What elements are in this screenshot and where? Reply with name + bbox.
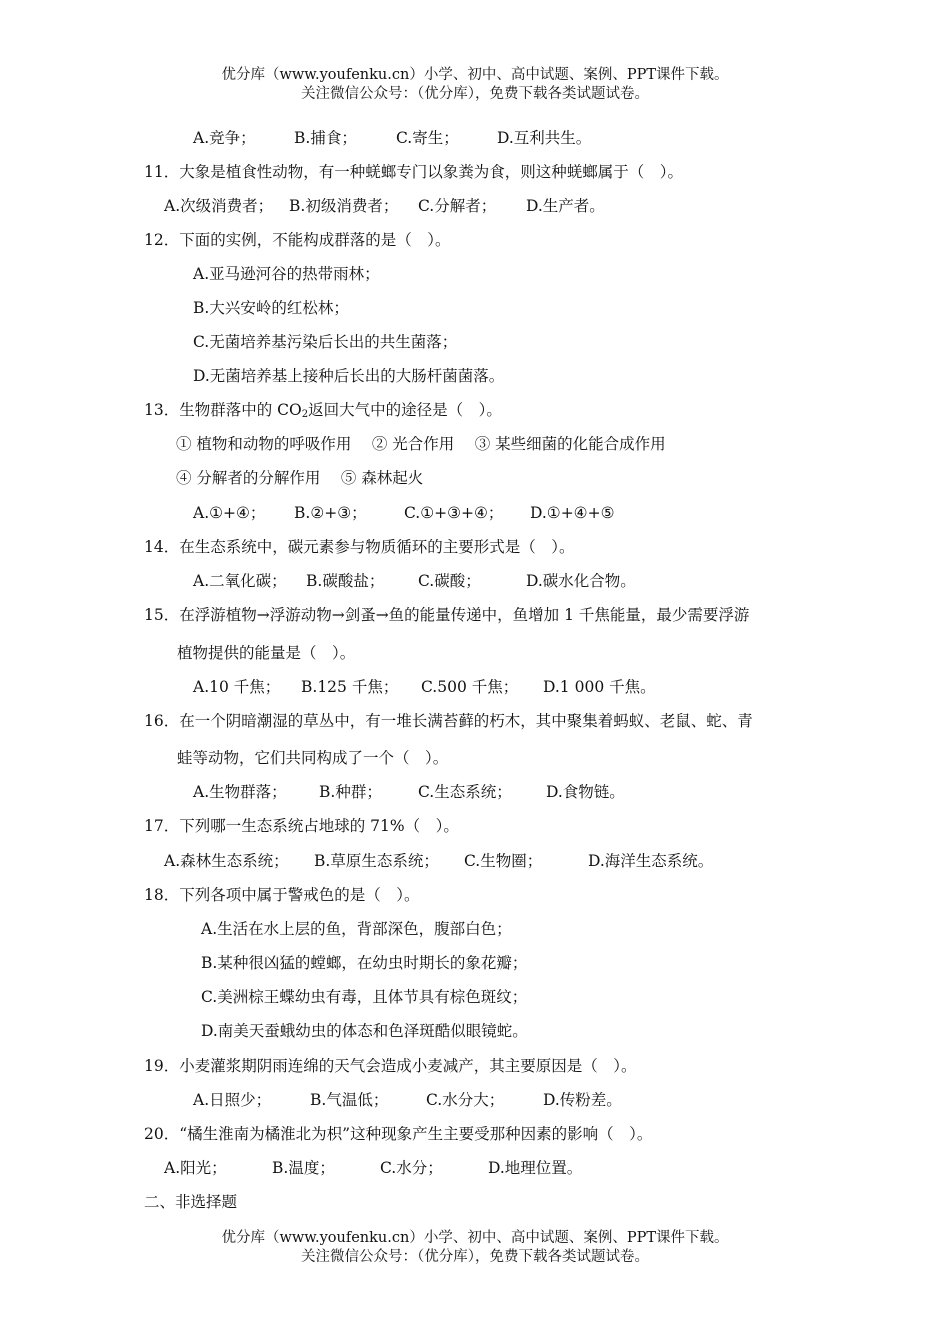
footer-line-1: 优分库（www.youfenku.cn）小学、初中、高中试题、案例、PPT课件下载。 — [221, 1230, 729, 1246]
q18-option-a: A.生活在水上层的鱼，背部深色，腹部白色； — [201, 920, 512, 938]
q17-stem: 17．下列哪一生态系统占地球的 71%（ ）。 — [144, 817, 459, 835]
q12-option-b: B.大兴安岭的红松林； — [193, 299, 349, 317]
q16-stem-line-1: 16．在一个阴暗潮湿的草丛中，有一堆长满苔藓的朽木，其中聚集着蚂蚁、老鼠、蛇、青 — [144, 712, 753, 730]
option-a: A.生物群落； — [193, 783, 287, 801]
q18-stem: 18．下列各项中属于警戒色的是（ ）。 — [144, 886, 420, 904]
option-a: A.阳光； — [164, 1159, 227, 1177]
option-b: B.气温低； — [310, 1091, 389, 1109]
option-a: A.二氧化碳； — [193, 572, 287, 590]
option-a: A.日照少； — [193, 1091, 272, 1109]
header-line-2: 关注微信公众号：（优分库），免费下载各类试题试卷。 — [301, 86, 649, 102]
option-c: C.生物圈； — [464, 852, 543, 870]
q20-stem: 20．“橘生淮南为橘淮北为枳”这种现象产生主要受那种因素的影响（ ）。 — [144, 1125, 653, 1143]
option-a: A.森林生态系统； — [164, 852, 289, 870]
q12-stem: 12．下面的实例，不能构成群落的是（ ）。 — [144, 231, 451, 249]
option-d: D.①+④+⑤ — [530, 504, 615, 522]
option-b: B.温度； — [272, 1159, 335, 1177]
option-d: D.海洋生态系统。 — [588, 852, 714, 870]
section-2-title: 二、非选择题 — [144, 1193, 238, 1211]
option-a: A.10 千焦； — [193, 678, 281, 696]
option-c: C.碳酸； — [418, 572, 481, 590]
option-b: B.捕食； — [294, 129, 357, 147]
q13-stem: 13．生物群落中的 $CO_2$返回大气中的途径是（ ）。 — [144, 401, 502, 420]
option-b: B.②+③； — [294, 504, 367, 522]
q14-stem: 14．在生态系统中，碳元素参与物质循环的主要形式是（ ）。 — [144, 538, 575, 556]
q12-option-d: D.无菌培养基上接种后长出的大肠杆菌菌落。 — [193, 367, 505, 385]
q13-items-line-1: ① 植物和动物的呼吸作用 ② 光合作用 ③ 某些细菌的化能合成作用 — [176, 435, 666, 453]
option-b: B.草原生态系统； — [314, 852, 439, 870]
option-a: A.竞争； — [193, 129, 256, 147]
option-d: D.碳水化合物。 — [526, 572, 636, 590]
q15-stem-line-1: 15．在浮游植物→浮游动物→剑蚤→鱼的能量传递中，鱼增加 1 千焦能量，最少需要浮游 — [144, 606, 750, 624]
q18-option-c: C.美洲棕王蝶幼虫有毒，且体节具有棕色斑纹； — [201, 988, 528, 1006]
q12-option-c: C.无菌培养基污染后长出的共生菌落； — [193, 333, 458, 351]
option-d: D.生产者。 — [526, 197, 605, 215]
option-a: A.①+④； — [193, 504, 266, 522]
option-c: C.分解者； — [418, 197, 497, 215]
option-b: B.初级消费者； — [289, 197, 399, 215]
q16-stem-line-2: 蛙等动物，它们共同构成了一个（ ）。 — [177, 749, 449, 767]
option-b: B.碳酸盐； — [306, 572, 385, 590]
q19-stem: 19．小麦灌浆期阴雨连绵的天气会造成小麦减产，其主要原因是（ ）。 — [144, 1057, 637, 1075]
option-c: C.500 千焦； — [421, 678, 519, 696]
option-c: C.①+③+④； — [404, 504, 504, 522]
option-d: D.食物链。 — [546, 783, 625, 801]
header-line-1: 优分库（www.youfenku.cn）小学、初中、高中试题、案例、PPT课件下载。 — [221, 67, 729, 83]
q13-items-line-2: ④ 分解者的分解作用 ⑤ 森林起火 — [176, 469, 424, 487]
option-d: D.传粉差。 — [543, 1091, 622, 1109]
q11-stem: 11．大象是植食性动物，有一种蜣螂专门以象粪为食，则这种蜣螂属于（ ）。 — [144, 163, 683, 181]
option-d: D.互利共生。 — [497, 129, 592, 147]
q18-option-b: B.某种很凶猛的螳螂，在幼虫时期长的象花瓣； — [201, 954, 528, 972]
option-c: C.寄生； — [396, 129, 459, 147]
option-a: A.次级消费者； — [164, 197, 274, 215]
option-b: B.种群； — [319, 783, 382, 801]
option-c: C.水分大； — [426, 1091, 505, 1109]
option-d: D.地理位置。 — [488, 1159, 583, 1177]
q15-stem-line-2: 植物提供的能量是（ ）。 — [177, 644, 356, 662]
option-c: C.生态系统； — [418, 783, 512, 801]
q12-option-a: A.亚马逊河谷的热带雨林； — [193, 265, 380, 283]
q18-option-d: D.南美天蚕蛾幼虫的体态和色泽斑酷似眼镜蛇。 — [201, 1022, 528, 1040]
option-d: D.1 000 千焦。 — [543, 678, 656, 696]
option-c: C.水分； — [380, 1159, 443, 1177]
option-b: B.125 千焦； — [301, 678, 399, 696]
footer-line-2: 关注微信公众号：（优分库），免费下载各类试题试卷。 — [301, 1249, 649, 1265]
